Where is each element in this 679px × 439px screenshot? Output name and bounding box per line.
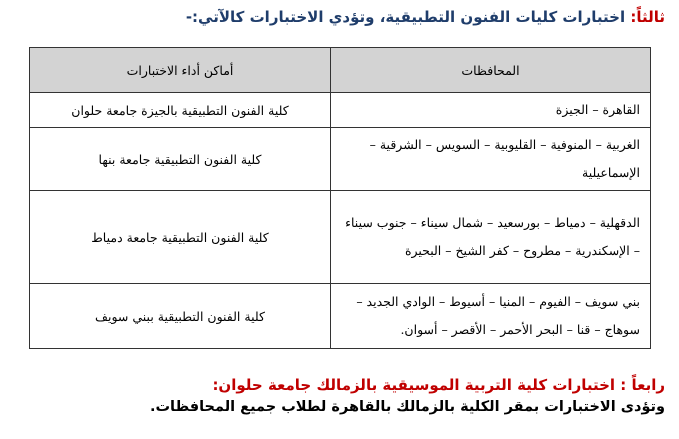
- exam-locations-table: [29, 47, 651, 349]
- governorates-cell: الدقهلية – دمياط – بورسعيد – شمال سيناء – جنوب سيناء – الإسكندرية – مطروح – كفر الشيخ – البحيرة: [331, 191, 651, 284]
- section-3-title: اختبارات كليات الفنون التطبيقية، وتؤدي الاختبارات كالآتي:-: [185, 8, 626, 26]
- section-3-prefix: ثالثاً:: [630, 8, 665, 26]
- section-4-body: وتؤدى الاختبارات بمقر الكلية بالزمالك بالقاهرة لطلاب جميع المحافظات.: [149, 399, 665, 415]
- location-cell: كلية الفنون التطبيقية جامعة بنها: [30, 128, 331, 191]
- section-4: [25, 374, 665, 418]
- location-cell: كلية الفنون التطبيقية ببني سويف: [30, 284, 331, 349]
- governorates-cell: القاهرة – الجيزة: [331, 93, 651, 128]
- section-4-title: رابعاً : اختبارات كلية التربية الموسيقية بالزمالك جامعة حلوان:: [212, 376, 665, 394]
- table-row: [30, 128, 651, 191]
- governorates-header: المحافظات: [331, 48, 651, 93]
- table-row: [30, 191, 651, 284]
- governorates-cell: الغربية – المنوفية – القليوبية – السويس – الشرقية – الإسماعيلية: [331, 128, 651, 191]
- section-3-heading: [25, 6, 665, 28]
- location-cell: كلية الفنون التطبيقية جامعة دمياط: [30, 191, 331, 284]
- governorates-cell: بني سويف – الفيوم – المنيا – أسيوط – الوادي الجديد – سوهاج – قنا – البحر الأحمر – الأقصر – أسوان.: [331, 284, 651, 349]
- table-row: [30, 93, 651, 128]
- location-cell: كلية الفنون التطبيقية بالجيزة جامعة حلوان: [30, 93, 331, 128]
- locations-header: أماكن أداء الاختبارات: [30, 48, 331, 93]
- table-header-row: [30, 48, 651, 93]
- table-row: [30, 284, 651, 349]
